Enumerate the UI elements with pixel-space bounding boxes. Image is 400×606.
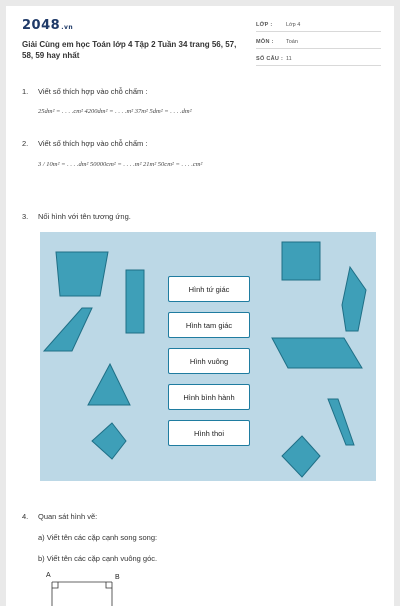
question-4: 4. Quan sát hình vẽ: — [22, 512, 98, 521]
question-2-formula: 3 / 10m² = . . . .dm² 50000cm² = . . . .m² 21m² 50cm² = . . . .cm² — [38, 161, 203, 168]
label-square[interactable]: Hình vuông — [168, 348, 250, 374]
label-rhombus[interactable]: Hình thoi — [168, 420, 250, 446]
meta-question-count: SỐ CÂU : 11 — [256, 54, 381, 66]
question-2: 2. Viết số thích hợp vào chỗ chấm : — [22, 139, 148, 148]
question-1: 1. Viết số thích hợp vào chỗ chấm : — [22, 87, 148, 96]
square-shape-1 — [282, 242, 320, 280]
quadrilateral-shape-1 — [56, 252, 108, 296]
rhombus-shape-2 — [282, 436, 320, 477]
point-a-label: A — [46, 572, 51, 579]
rectangle-diagram — [44, 576, 124, 606]
triangle-shape-1 — [88, 364, 130, 405]
parallelogram-shape-2 — [272, 338, 362, 368]
question-3: 3. Nối hình với tên tương ứng. — [22, 212, 131, 221]
label-parallelogram[interactable]: Hình bình hành — [168, 384, 250, 410]
parallelogram-shape-3 — [328, 399, 354, 445]
quadrilateral-shape-2 — [342, 267, 366, 331]
parallelogram-shape-1 — [44, 308, 92, 351]
site-logo[interactable]: 2048.vn — [22, 18, 74, 33]
label-triangle[interactable]: Hình tam giác — [168, 312, 250, 338]
question-4-part-b: b) Viết tên các cặp cạnh vuông góc. — [38, 554, 158, 563]
point-b-label: B — [115, 574, 120, 581]
meta-class: LỚP : Lớp 4 — [256, 20, 381, 32]
rhombus-shape-1 — [92, 423, 126, 459]
meta-subject: MÔN : Toán — [256, 37, 381, 49]
question-1-formula: 25dm² = . . . .cm² 4200dm² = . . . .m² 37m² 5dm² = . . . .dm² — [38, 108, 192, 115]
document-title: Giải Cùng em học Toán lớp 4 Tập 2 Tuần 34 trang 56, 57, 58, 59 hay nhất — [22, 40, 237, 60]
rectangle-shape-1 — [126, 270, 144, 333]
label-quadrilateral[interactable]: Hình tứ giác — [168, 276, 250, 302]
question-4-part-a: a) Viết tên các cặp cạnh song song: — [38, 533, 158, 542]
document-page — [6, 6, 394, 606]
shapes-matching-figure — [40, 232, 376, 481]
